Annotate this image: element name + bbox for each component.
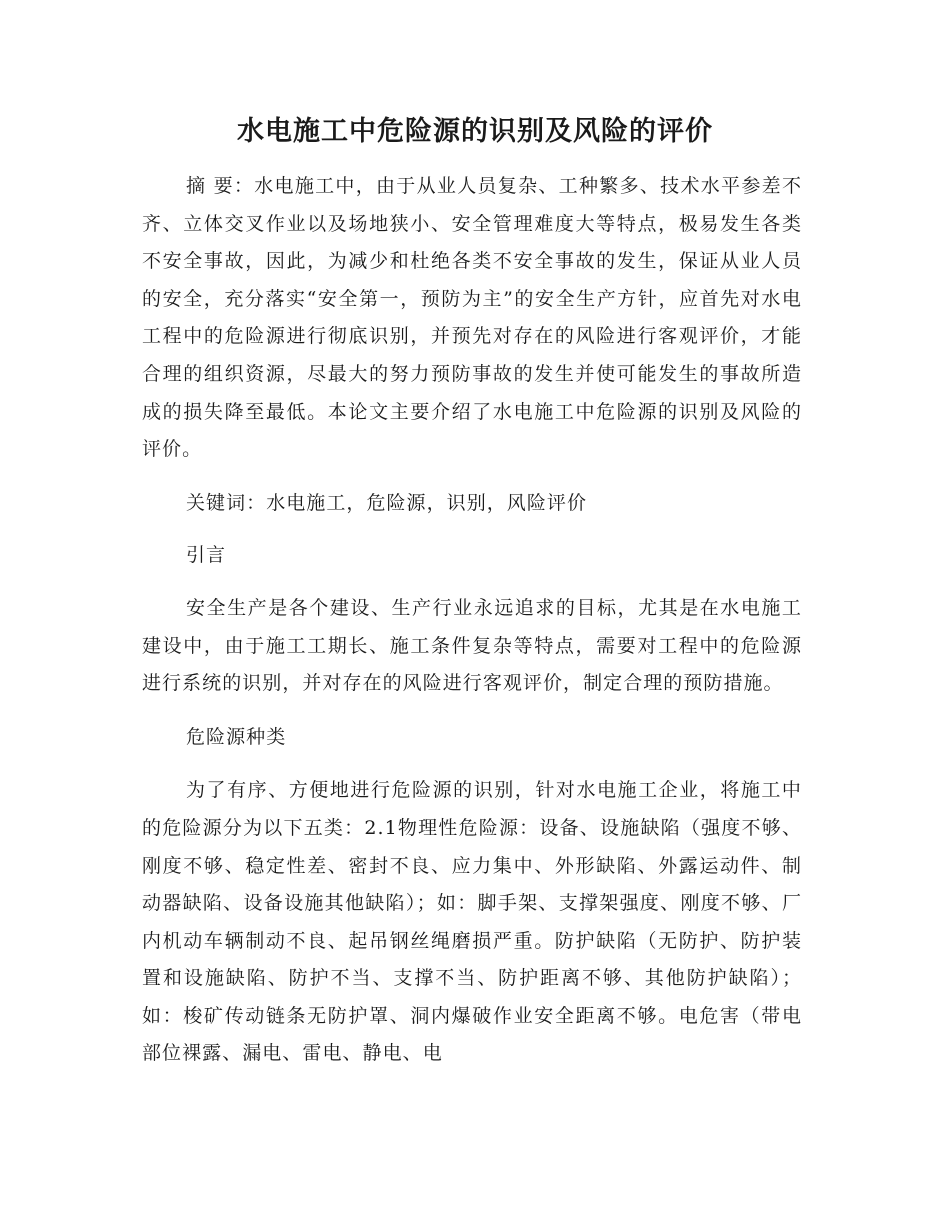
document-title: 水电施工中危险源的识别及风险的评价 <box>237 116 713 147</box>
abstract-paragraph: 摘 要：水电施工中，由于从业人员复杂、工种繁多、技术水平参差不齐、立体交叉作业以及场地狭小、安全管理难度大等特点，极易发生各类不安全事故，因此，为减少和杜绝各类不安全事故的发生，保证从业人员的安全，充分落实“安全第一，预防为主”的安全生产方针，应首先对水电工程中的危险源进行彻底识别，并预先对存在的风险进行客观评价，才能合理的组织资源，尽最大的努力预防事故的发生并使可能发生的事故所造成的损失降至最低。本论文主要介绍了水电施工中危险源的识别及风险的评价。 <box>142 175 802 461</box>
section-heading: 危险源种类 <box>186 725 287 748</box>
document-body <box>142 168 802 1073</box>
keywords-paragraph: 关键词：水电施工，危险源，识别，风险评价 <box>186 491 588 514</box>
intro-heading: 引言 <box>186 544 227 567</box>
intro-paragraph: 安全生产是各个建设、生产行业永远追求的目标，尤其是在水电施工建设中，由于施工工期长、施工条件复杂等特点，需要对工程中的危险源进行系统的识别，并对存在的风险进行客观评价，制定合理的预防措施。 <box>142 596 802 695</box>
section-paragraph: 为了有序、方便地进行危险源的识别，针对水电施工企业，将施工中的危险源分为以下五类：2.1物理性危险源：设备、设施缺陷（强度不够、刚度不够、稳定性差、密封不良、应力集中、外形缺陷、外露运动件、制动器缺陷、设备设施其他缺陷）；如：脚手架、支撑架强度、刚度不够、厂内机动车辆制动不良、起吊钢丝绳磨损严重。防护缺陷（无防护、防护装置和设施缺陷、防护不当、支撑不当、防护距离不够、其他防护缺陷）；如：梭矿传动链条无防护罩、洞内爆破作业安全距离不够。电危害（带电部位裸露、漏电、雷电、静电、电 <box>142 779 802 1065</box>
